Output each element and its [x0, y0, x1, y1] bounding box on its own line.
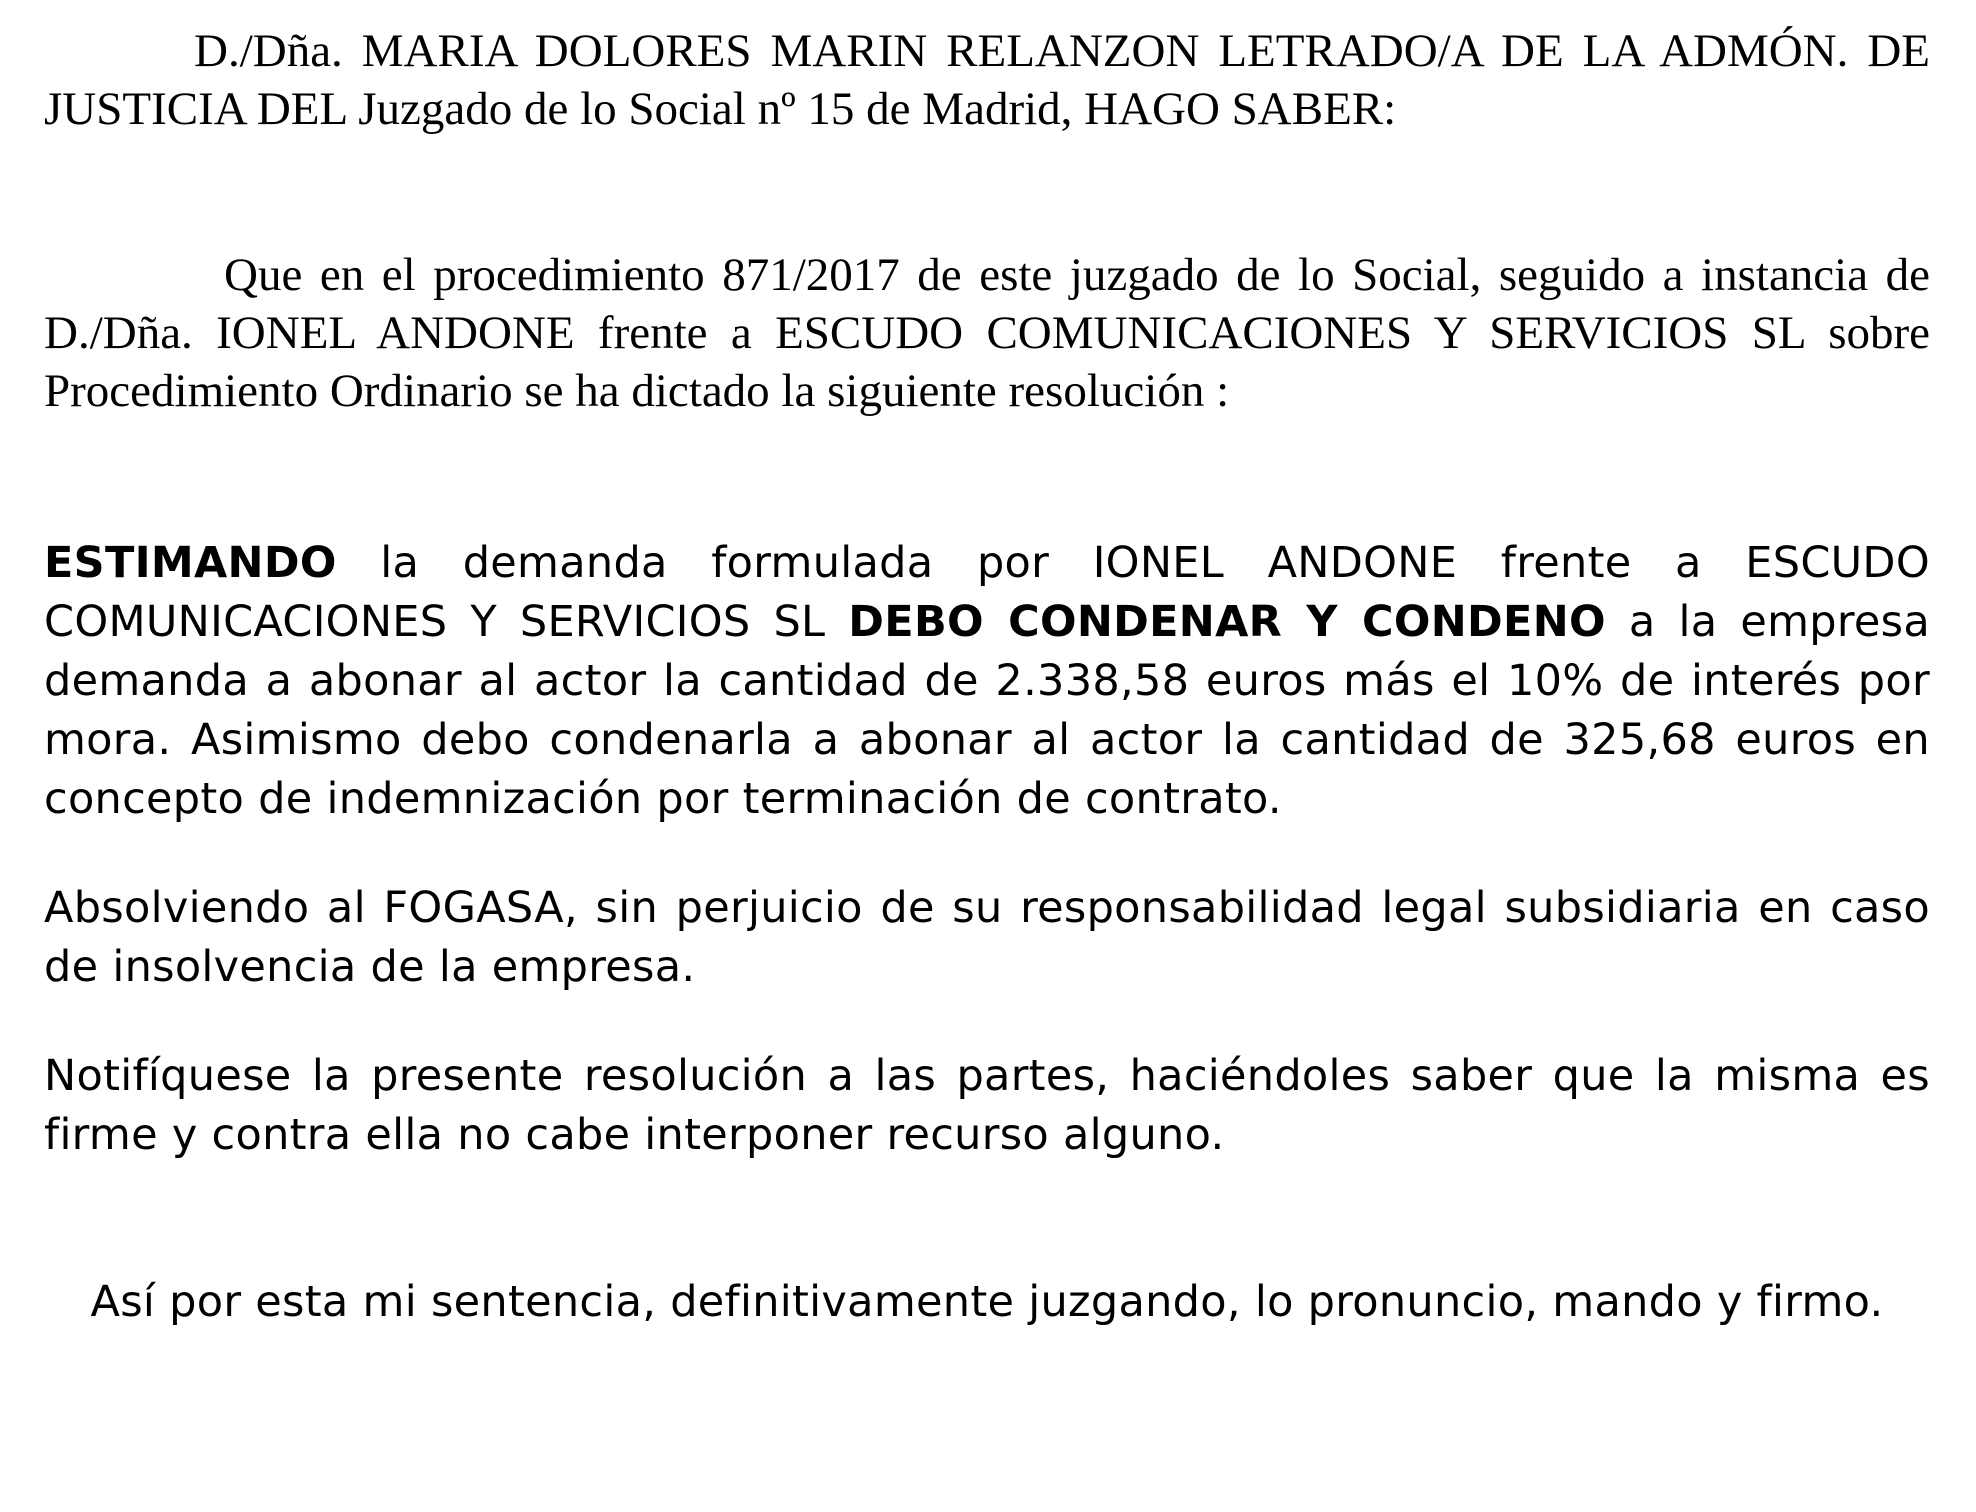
fogasa-paragraph: Absolviendo al FOGASA, sin perjuicio de su responsabilidad legal subsidiaria en caso de insolvencia de la empresa. [44, 883, 1930, 992]
header-paragraph: D./Dña. MARIA DOLORES MARIN RELANZON LETRADO/A DE LA ADMÓN. DE JUSTICIA DEL Juzgado de lo Social nº 15 de Madrid, HAGO SABER: [44, 25, 1930, 135]
ruling-paragraph [44, 534, 1930, 829]
notification-paragraph: Notifíquese la presente resolución a las partes, haciéndoles saber que la misma es firme y contra ella no cabe interponer recurso alguno. [44, 1051, 1930, 1160]
ruling-keyword-condeno: DEBO CONDENAR Y CONDENO [848, 597, 1606, 647]
intro-paragraph: Que en el procedimiento 871/2017 de este juzgado de lo Social, seguido a instancia de D./Dña. IONEL ANDONE frente a ESCUDO COMUNICACIONES Y SERVICIOS SL sobre Procedimiento Ordinario se ha dictado la siguiente resolución : [44, 249, 1930, 417]
ruling-keyword-estimando: ESTIMANDO [44, 538, 337, 588]
closing-paragraph: Así por esta mi sentencia, definitivamente juzgando, lo pronuncio, mando y firmo. [90, 1277, 1884, 1327]
ruling-text-2: a la empresa demanda a abonar al actor la cantidad de 2.338,58 euros más el 10% de interés por mora. Asimismo debo condenarla a abonar al actor la cantidad de 325,68 euros en concepto de indemnización por terminación de contrato. [44, 597, 1930, 824]
document-page [44, 22, 1930, 1332]
ruling-text-1: la demanda formulada por IONEL ANDONE frente a ESCUDO COMUNICACIONES Y SERVICIOS SL [44, 538, 1930, 647]
